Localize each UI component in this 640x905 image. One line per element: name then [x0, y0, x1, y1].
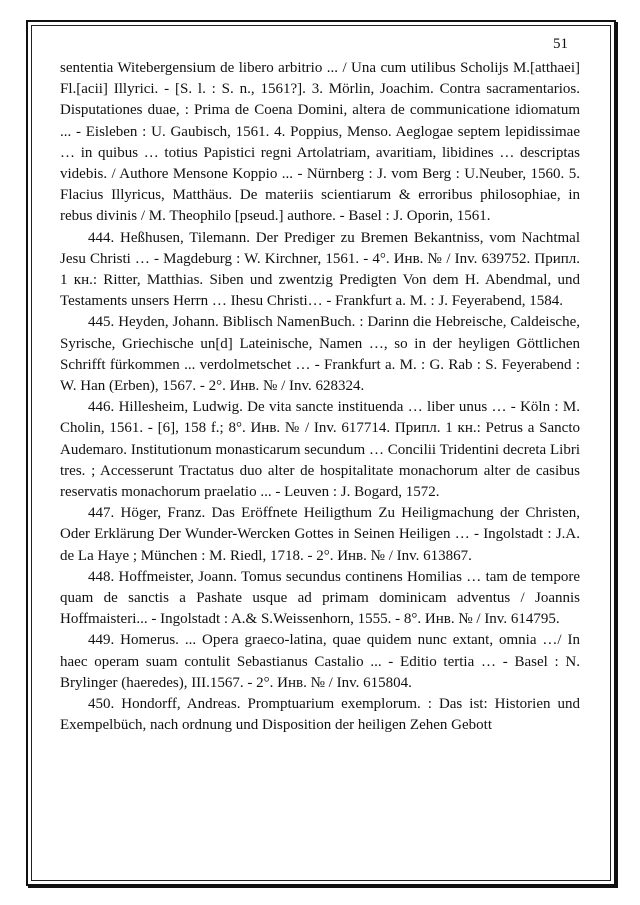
entry-447: 447. Höger, Franz. Das Eröffnete Heiligthum Zu Heiligmachung der Christen, Oder Erklärung Der Wunder-Wercken Gottes in Seinen Heiligen … - Ingolstadt : J.A. de La Haye ; München : M. Riedl, 1718. - 2°. Инв. № / Inv. 613867.: [60, 505, 580, 564]
entry-449: 449. Homerus. ... Opera graeco-latina, quae quidem nunc extant, omnia …/ In haec operam suam contulit Sebastianus Castalio ... - Editio tertia … - Basel : N. Brylinger (haeredes), III.1567. - 2°. Инв. № / Inv. 615804.: [60, 632, 580, 691]
entry-448: 448. Hoffmeister, Joann. Tomus secundus continens Homilias … tam de tempore quam de sanctis a Pashate usque ad primam dominicam adventus / Joannis Hoffmaisteri... - Ingolstadt : A.& S.Weissenhorn, 1555. - 8°. Инв. № / Inv. 614795.: [60, 568, 580, 628]
entry-445: 445. Heyden, Johann. Biblisch NamenBuch. : Darinn die Hebreische, Caldeische, Syrische, Griechische un[d] Lateinische, Namen …, so in der heyligen Göttlichen Schrifft fürkommen ... verdolmetschet … - Frankfurt a. M. : G. Rab : S. Feyerabend : W. Han (Erben), 1567. - 2°. Инв. № / Inv. 628324.: [60, 314, 580, 395]
catalog-text: [60, 58, 580, 737]
entry-continuation: sententia Witebergensium de libero arbitrio ... / Una cum utilibus Scholijs M.[atthaei] Fl.[acii] Illyrici. - [S. l. : S. n., 1561?]. 3. Mörlin, Joachim. Contra sacramentarios. Disputationes duae, : Prima de Coena Domini, altera de communicatione idiomatum ... - Eisleben : U. Gaubisch, 1561. 4. Poppius, Menso. Aeglogae septem lepidissimae … in quibus … totius Papistici regni Artolatriam, avaritiam, libidines … descriptas videbis. / Authore Mensone Koppio ... - Nürnberg : J. vom Berg : U.Neuber, 1560. 5. Flacius Illyricus, Matthäus. De materiis scientiarum & erroribus philosophiae, in rebus divinis / M. Theophilo [pseud.] authore. - Basel : J. Oporin, 1561.: [60, 60, 580, 225]
entry-450: 450. Hondorff, Andreas. Promptuarium exemplorum. : Das ist: Historien und Exempelbüch, nach ordnung und Disposition der heiligen Zehen Gebott: [60, 696, 580, 734]
entry-446: 446. Hillesheim, Ludwig. De vita sancte instituenda … liber unus … - Köln : M. Cholin, 1561. - [6], 158 f.; 8°. Инв. № / Inv. 617714. Припл. 1 кн.: Petrus a Sancto Audemaro. Institutionum monasticarum secundum … Concilii Tridentini decreta Libri tres. ; Accesserunt Tractatus duo alter de hospitalitate monachorum alter de casibus reservatis monachorum praelatio ... - Leuven : J. Bogard, 1572.: [60, 399, 580, 501]
entry-444: 444. Heßhusen, Tilemann. Der Prediger zu Bremen Bekantniss, vom Nachtmal Jesu Christi … - Magdeburg : W. Kirchner, 1561. - 4°. Инв. № / Inv. 639752. Припл. 1 кн.: Ritter, Matthias. Siben und zwentzig Predigten Von dem H. Abendmal, und Testaments unsers Herrn … Ihesu Christi… - Frankfurt a. M. : J. Feyerabend, 1584.: [60, 229, 580, 310]
page-number: 51: [553, 36, 568, 52]
